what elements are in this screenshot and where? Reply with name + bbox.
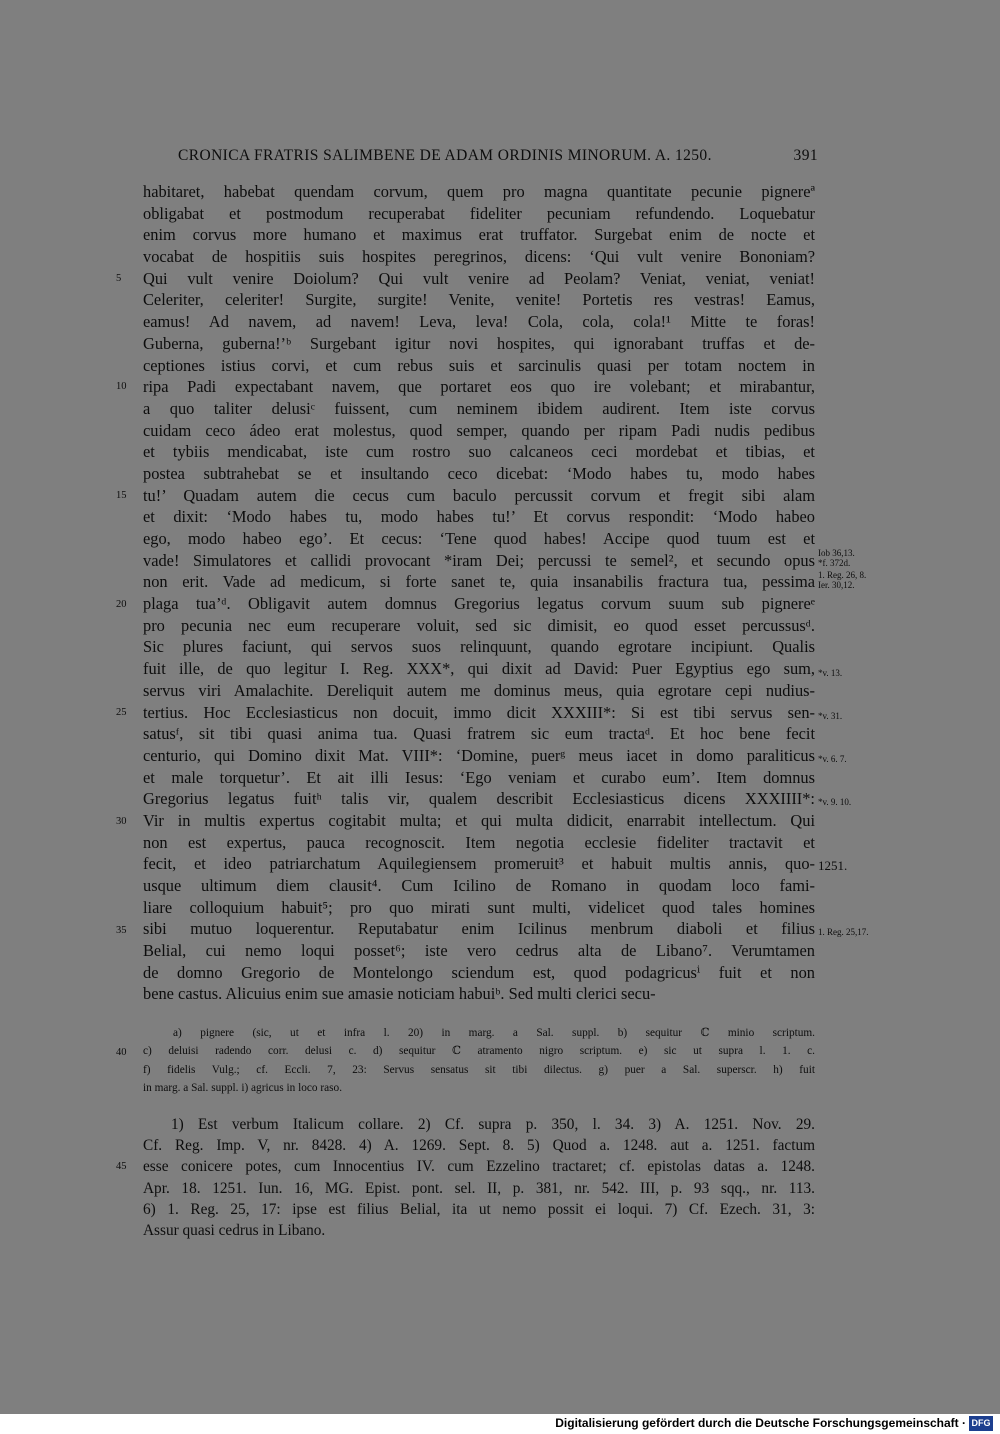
line-number: 45 [116, 1161, 127, 1172]
margin-note: *f. 372d. [818, 558, 851, 568]
line-number: 40 [116, 1047, 127, 1058]
source-note-line: 6) 1. Reg. 25, 17: ipse est filius Belial, ita ut nemo possit ei loqui. 7) Cf. Ezech. 31, 3: [143, 1200, 815, 1218]
footer-bar [0, 1414, 1000, 1434]
page-number: 391 [793, 147, 818, 164]
text-line: Guberna, guberna!’ᵇ Surgebant igitur novi hospites, qui ignorabant truffas et de- [143, 333, 815, 353]
text-line: Celeriter, celeriter! Surgite, surgite! Venite, venite! Portetis res vestras! Eamus, [143, 290, 815, 310]
text-line: obligabat et postmodum recuperabat fideliter pecuniam refundendo. Loquebatur [143, 203, 815, 223]
margin-note: Ier. 30,12. [818, 580, 855, 590]
text-line: habitaret, habebat quendam corvum, quem pro magna quantitate pecunie pignereª [143, 182, 815, 201]
text-line: fuit ille, de quo legitur I. Reg. XXX*, qui dixit ad David: Puer Egyptius ego sum, [143, 659, 815, 679]
margin-note: *v. 9. 10. [818, 797, 852, 807]
critical-apparatus [143, 1024, 815, 1097]
text-line: eamus! Ad navem, ad navem! Leva, leva! Cola, cola, cola!¹ Mitte te foras! [143, 312, 815, 332]
text-line: ripa Padi expectabant navem, que portaret eos quo ire volebant; et mirabantur, [143, 377, 815, 397]
running-header [178, 147, 818, 169]
text-line: Vir in multis expertus cogitabit multa; et qui multa didicit, enarrabit intellectum. Qui [143, 810, 815, 830]
margin-note: 1. Reg. 26, 8. [818, 570, 867, 580]
text-line: et dixit: ‘Modo habes tu, modo habes tu!’ Et corvus respondit: ‘Modo habeo [143, 507, 815, 527]
text-line: bene castus. Alicuius enim sue amasie noticiam habuiᵇ. Sed multi clerici secu- [143, 984, 656, 1004]
text-line: Sic plures faciunt, qui servos suos relinquunt, quando egrotare incipiunt. Qualis [143, 637, 815, 657]
funding-credit: Digitalisierung gefördert durch die Deutsche Forschungsgemeinschaft · [555, 1416, 966, 1430]
text-line: tu!’ Quadam autem die cecus cum baculo percussit corvum et fregit sibi alam [143, 485, 815, 505]
source-notes [143, 1114, 815, 1241]
source-note-line: Assur quasi cedrus in Libano. [143, 1222, 326, 1240]
text-line: vocabat de hospitiis suis hospites peregrinos, dicens: ‘Qui vult venire Bononiam? [143, 247, 815, 267]
text-line: plaga tua’ᵈ. Obligavit autem domnus Gregorius legatus corvum suum sub pignereᵉ [143, 594, 815, 614]
margin-note: 1251. [818, 858, 848, 873]
text-line: Qui vult venire Doiolum? Qui vult venire ad Peolam? Veniat, veniat, veniat! [143, 268, 815, 288]
source-note-line: esse conicere potes, cum Innocentius IV. cum Ezzelino tractaret; cf. epistolas datas a. 1248. [143, 1158, 815, 1176]
text-line: non est expertus, pauca recognoscit. Item negotia ecclesie fideliter tractavit et [143, 832, 815, 852]
text-line: de domno Gregorio de Montelongo sciendum est, quod podagricusⁱ fuit et non [143, 962, 815, 982]
text-line: satusᶠ, sit tibi quasi anima tua. Quasi fratrem sic eum tractaᵈ. Et hoc bene fecit [143, 724, 815, 744]
text-line: sibi mutuo loquerentur. Reputabatur enim Icilinus menbrum diaboli et filius [143, 919, 815, 939]
text-line: enim corvus more humano et maximus erat truffator. Surgebat enim de nocte et [143, 225, 815, 245]
text-line: ceptiones istius corvi, et cum rebus suis et sarcinulis quasi per totam noctem in [143, 355, 815, 375]
text-line: centurio, qui Domino dixit Mat. VIII*: ‘Domine, puerᵍ meus iacet in domo paraliticus [143, 745, 815, 765]
margin-note: *v. 6. 7. [818, 754, 847, 764]
source-note-line: Cf. Reg. Imp. V, nr. 8428. 4) A. 1269. Sept. 8. 5) Quod a. 1248. aut a. 1251. factum [143, 1137, 815, 1155]
text-line: vade! Simulatores et callidi provocant *iram Dei; percussi te semel², et secundo opus [143, 550, 815, 570]
text-line: et tybiis mendicabat, iste cum rostro suo calcaneos ceci mordebat et tibias, et [143, 442, 815, 462]
running-title: CRONICA FRATRIS SALIMBENE DE ADAM ORDINIS MINORUM. A. 1250. [178, 147, 712, 164]
line-number: 5 [116, 273, 122, 284]
text-line: non erit. Vade ad medicum, si forte sanet te, quia insanabilis fractura tua, pessima [143, 572, 815, 592]
line-number: 30 [116, 816, 127, 827]
text-line: pro pecunia nec eum recuperare voluit, sed sic dimisit, eo quod esset percussusᵈ. [143, 615, 815, 635]
text-line: fecit, et ideo patriarchatum Aquilegiensem promeruit³ et habuit multis annis, quo- [143, 854, 815, 874]
text-line: Gregorius legatus fuitʰ talis vir, qualem describit Ecclesiasticus dicens XXXIIII*: [143, 789, 815, 809]
text-line: servus viri Amalachite. Dereliquit autem me dominus meus, quia egrotare cepi nudius- [143, 680, 815, 700]
text-line: cuidam ceco ádeo erat molestus, quod semper, quando per ripam Padi nudis pedibus [143, 420, 815, 440]
apparatus-line: f) fidelis Vulg.; cf. Eccli. 7, 23: Servus sensatus sit tibi dilectus. g) puer a Sal. superscr. h) fuit [143, 1063, 815, 1076]
text-line: postea subtrahebat se et insultando ceco dicebat: ‘Modo habes tu, modo habes [143, 463, 815, 483]
line-number: 20 [116, 599, 127, 610]
main-text-block [143, 181, 815, 1005]
margin-note: Iob 36,13. [818, 548, 855, 558]
apparatus-line: a) pignere (sic, ut et infra l. 20) in marg. a Sal. suppl. b) sequitur ℂ minio scriptum. [173, 1027, 815, 1039]
apparatus-line: in marg. a Sal. suppl. i) agricus in loco raso. [143, 1081, 343, 1094]
text-line: ego, modo habeo ego’. Et cecus: ‘Tene quod habes! Accipe quod tuum est et [143, 529, 815, 548]
text-line: tertius. Hoc Ecclesiasticus non docuit, immo dicit XXXIII*: Si est tibi servus sen- [143, 702, 815, 722]
line-number: 35 [116, 925, 127, 936]
apparatus-line: c) deluisi radendo corr. delusi c. d) sequitur ℂ atramento nigro scriptum. e) sic ut supra l. 1. c. [143, 1045, 815, 1058]
line-number: 10 [116, 381, 127, 392]
text-line: usque ultimum diem clausit⁴. Cum Icilino de Romano in quodam loco fami- [143, 876, 815, 895]
line-number: 15 [116, 490, 127, 501]
source-note-line: Apr. 18. 1251. Iun. 16, MG. Epist. pont. sel. II, p. 381, nr. 542. III, p. 93 sqq., nr. 113. [143, 1179, 815, 1197]
margin-note: 1. Reg. 25,17. [818, 927, 869, 937]
dfg-logo: DFG [969, 1416, 993, 1431]
margin-note: *v. 31. [818, 711, 843, 721]
line-number: 25 [116, 707, 127, 718]
text-line: a quo taliter delusiᶜ fuissent, cum neminem ibidem audirent. Item iste corvus [143, 398, 815, 418]
text-line: liare colloquium habuit⁵; pro quo mirati sunt multi, videlicet quod tales homines [143, 897, 815, 917]
text-line: Belial, cui nemo loqui posset⁶; iste vero cedrus alta de Libano⁷. Verumtamen [143, 941, 815, 961]
margin-note: *v. 13. [818, 668, 843, 678]
text-line: et male torquetur’. Et ait illi Iesus: ‘Ego veniam et curabo eum’. Item domnus [143, 767, 815, 787]
source-note-line: 1) Est verbum Italicum collare. 2) Cf. supra p. 350, l. 34. 3) A. 1251. Nov. 29. [171, 1116, 815, 1133]
